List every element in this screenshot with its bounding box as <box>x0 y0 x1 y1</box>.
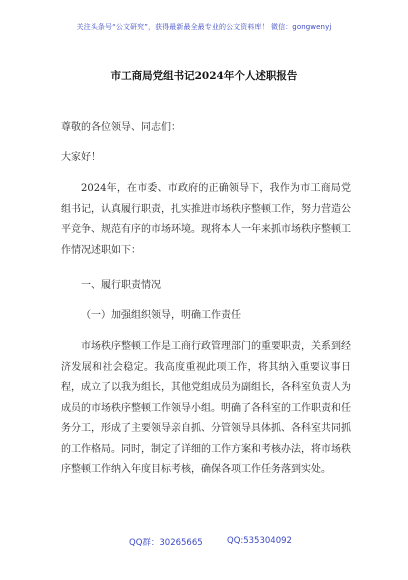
header-note: 关注头条号“公文研究”，获得最新最全最专业的公文资料库！ 微信：gongwenyj <box>76 23 332 31</box>
body-paragraph: 市场秩序整顿工作是工商行政管理部门的重要职责，关系到经济发展和社会稳定。我高度重视此项工作，将其纳入重要议事日程，成立了以我为组长，其他党组成员为副组长，各科室负责人为成员的市场秩序整顿工作领导小组。明确了各科室的工作职责和任务分工，形成了主要领导亲自抓、分管领导具体抓、各科室共同抓的工作格局。同时，制定了详细的工作方案和考核办法，将市场秩序整顿工作纳入年度目标考核，确保各项工作任务落到实处。 <box>61 341 351 475</box>
intro-paragraph: 2024年，在市委、市政府的正确领导下，我作为市工商局党组书记，认真履行职责，扎实推进市场秩序整顿工作，努力营造公平竞争、规范有序的市场环境。现将本人一年来抓市场秩序整顿工作情况述职如下： <box>61 183 351 256</box>
qq-group-number: QQ群：30265665 <box>129 538 203 548</box>
section-heading: 一、履行职责情况 <box>81 280 161 291</box>
qq-number: QQ:535304092 <box>227 536 292 546</box>
subsection-heading: （一）加强组织领导，明确工作责任 <box>81 310 241 321</box>
document-title: 市工商局党组书记2024年个人述职报告 <box>110 70 298 82</box>
salutation: 尊敬的各位领导、同志们： <box>61 122 181 133</box>
greeting: 大家好！ <box>61 152 101 163</box>
